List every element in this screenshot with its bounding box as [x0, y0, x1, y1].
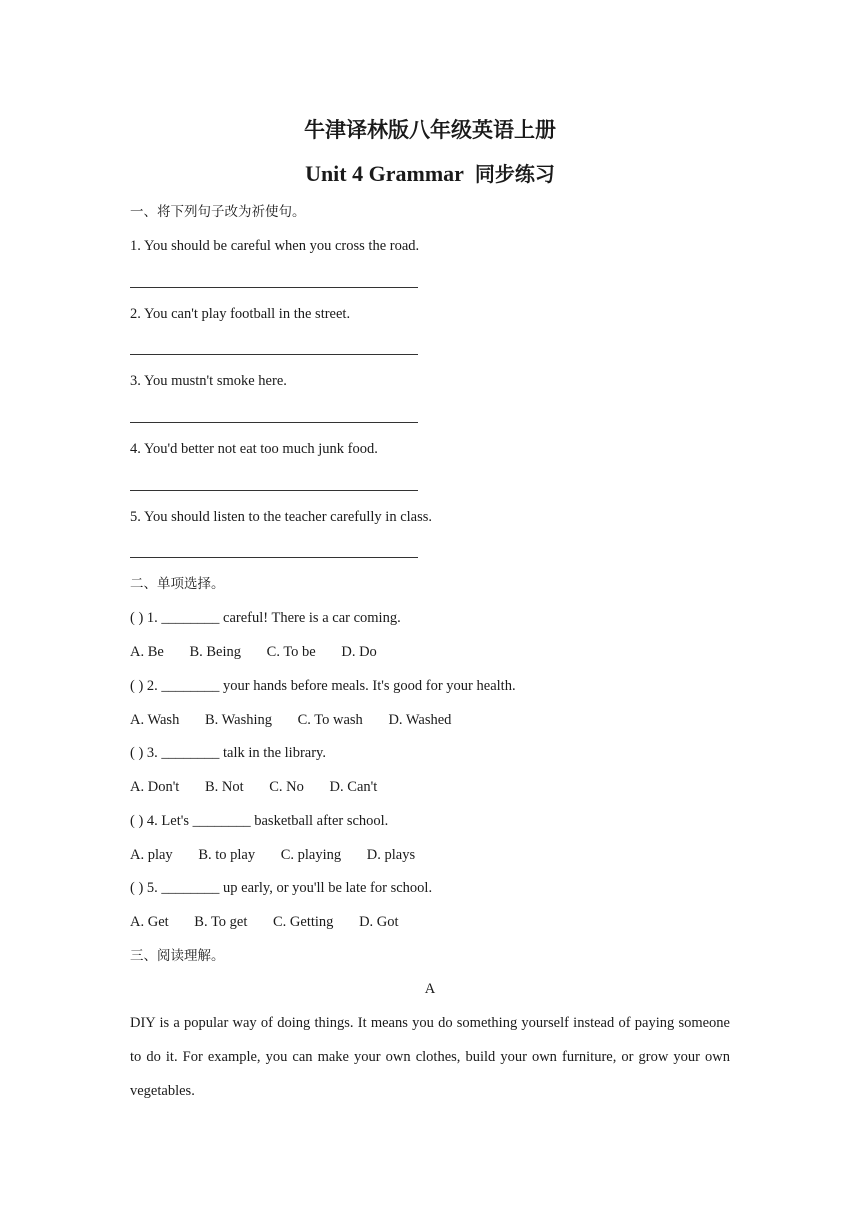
q2-options: [130, 711, 473, 729]
q4-option-a[interactable]: A. play: [130, 847, 173, 863]
doc-subtitle: [0, 158, 860, 187]
q5-option-a[interactable]: A. Get: [130, 914, 169, 930]
doc-title: 牛津译林版八年级英语上册: [304, 118, 556, 142]
s1-item-2: 2. You can't play football in the street.: [130, 306, 351, 322]
subtitle-cn: 同步练习: [474, 162, 555, 186]
q2-option-b[interactable]: B. Washing: [204, 712, 272, 728]
q1-stem: ( ) 1. ________ careful! There is a car coming.: [130, 610, 401, 626]
q4-options: [130, 846, 437, 864]
section3-heading: 三、阅读理解。: [130, 948, 225, 964]
q2-stem: ( ) 2. ________ your hands before meals. It's good for your health.: [130, 678, 516, 694]
q5-option-d[interactable]: D. Got: [359, 914, 399, 930]
q3-option-a[interactable]: A. Don't: [130, 779, 180, 795]
q1-option-c[interactable]: C. To be: [266, 644, 316, 660]
s1-answer-line-3[interactable]: [130, 422, 418, 423]
s1-answer-line-4[interactable]: [130, 490, 418, 491]
section1-heading: 一、将下列句子改为祈使句。: [130, 204, 306, 220]
q2-option-d[interactable]: D. Washed: [388, 712, 452, 728]
s1-answer-line-1[interactable]: [130, 287, 418, 288]
subtitle-en: Unit 4 Grammar: [305, 161, 464, 186]
q4-stem: ( ) 4. Let's ________ basketball after school.: [130, 813, 389, 829]
q1-option-d[interactable]: D. Do: [341, 644, 377, 660]
q3-options: [130, 778, 399, 796]
q1-option-b[interactable]: B. Being: [189, 644, 242, 660]
q4-option-d[interactable]: D. plays: [366, 847, 416, 863]
s1-answer-line-2[interactable]: [130, 354, 418, 355]
q3-stem: ( ) 3. ________ talk in the library.: [130, 745, 326, 761]
q4-option-b[interactable]: B. to play: [198, 847, 256, 863]
q1-option-a[interactable]: A. Be: [130, 644, 164, 660]
q3-option-d[interactable]: D. Can't: [329, 779, 378, 795]
s1-item-5: 5. You should listen to the teacher carefully in class.: [130, 509, 433, 525]
q5-option-b[interactable]: B. To get: [194, 914, 248, 930]
q5-options: [130, 913, 421, 931]
s1-item-1: 1. You should be careful when you cross the road.: [130, 238, 420, 254]
q5-option-c[interactable]: C. Getting: [273, 914, 334, 930]
q2-option-a[interactable]: A. Wash: [130, 712, 180, 728]
q5-stem: ( ) 5. ________ up early, or you'll be late for school.: [130, 880, 433, 896]
q3-option-c[interactable]: C. No: [269, 779, 304, 795]
q1-options: [130, 643, 399, 661]
q3-option-b[interactable]: B. Not: [204, 779, 244, 795]
s1-item-4: 4. You'd better not eat too much junk food.: [130, 441, 378, 457]
passage-text: DIY is a popular way of doing things. It means you do something yourself instead of paying someone to do it. For example, you can make your own clothes, build your own furniture, or grow your own vegetables.: [130, 1015, 730, 1099]
s1-item-3: 3. You mustn't smoke here.: [130, 373, 287, 389]
q4-option-c[interactable]: C. playing: [280, 847, 342, 863]
q2-option-c[interactable]: C. To wash: [297, 712, 363, 728]
section2-heading: 二、单项选择。: [130, 576, 225, 592]
s1-answer-line-5[interactable]: [130, 557, 418, 558]
passage-label: A: [424, 981, 436, 997]
